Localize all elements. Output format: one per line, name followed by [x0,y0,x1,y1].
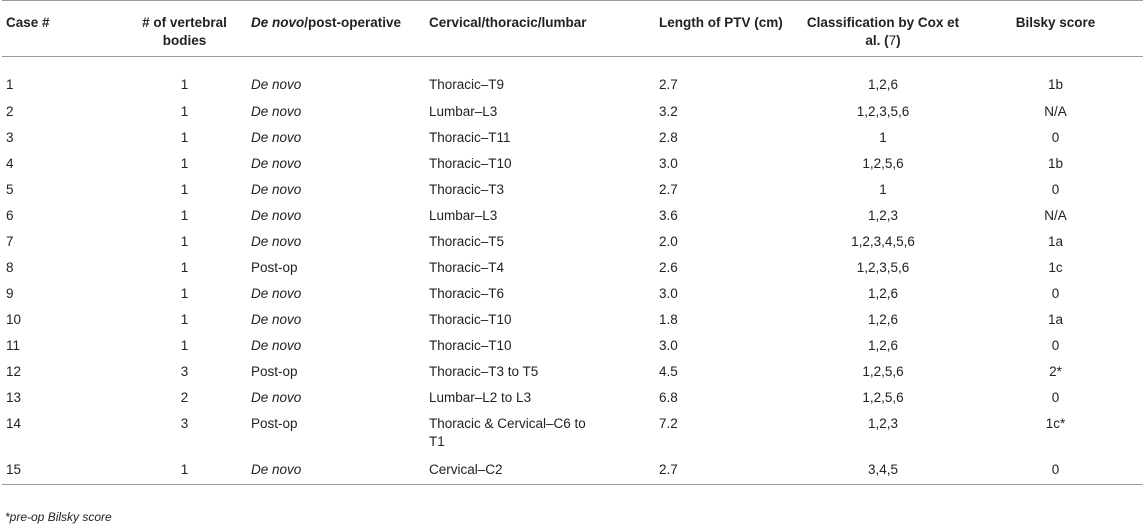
cell-type: De novo [251,389,302,405]
cell-case: 10 [6,311,22,327]
table-row [2,307,1143,333]
header-classification-suffix: ) [896,33,901,48]
cell-type: Post-op [251,415,298,431]
cell-case: 5 [6,181,14,197]
header-denovo-rest: /post-operative [304,15,402,30]
cell-classification: 1 [879,181,887,197]
cell-type: De novo [251,311,302,327]
table-row [2,151,1143,177]
cell-case: 7 [6,233,14,249]
cell-bilsky: 1a [1047,233,1064,249]
cell-location: Thoracic–T10 [429,337,512,353]
cell-bilsky: 2* [1049,363,1062,379]
table-row [2,57,1143,99]
table-row [2,359,1143,385]
cell-location: Lumbar–L3 [429,207,498,223]
cell-vertebral-bodies: 3 [180,363,189,379]
table-row [2,229,1143,255]
cell-vertebral-bodies: 1 [180,259,189,275]
cell-vertebral-bodies: 1 [180,155,189,171]
cell-case: 6 [6,207,14,223]
header-denovo-italic: De novo [251,15,305,30]
cell-bilsky: 0 [1051,389,1060,405]
cell-vertebral-bodies: 1 [180,207,189,223]
cell-ptv-length: 7.2 [659,415,678,431]
cell-ptv-length: 4.5 [659,363,678,379]
cell-classification: 1,2,3,4,5,6 [851,233,915,249]
cell-type: De novo [251,77,302,92]
cell-location: Thoracic–T6 [429,285,505,301]
header-row [2,1,1143,57]
cell-classification: 1,2,3 [867,207,899,223]
cell-location: Thoracic–T10 [429,311,512,327]
cell-case: 3 [6,129,14,145]
cell-type: De novo [251,233,302,249]
cell-ptv-length: 2.7 [659,181,678,197]
cell-type: De novo [251,337,302,353]
header-classification-ref[interactable]: 7 [888,33,897,48]
cell-ptv-length: 2.7 [659,461,678,477]
table-header [2,1,1143,57]
cell-location: Thoracic–T5 [429,233,505,249]
cell-bilsky: 1a [1047,311,1064,327]
cell-bilsky: 1b [1047,77,1064,92]
cell-bilsky: 0 [1051,337,1060,353]
cell-type: De novo [251,285,302,301]
cell-vertebral-bodies: 2 [180,389,189,405]
cell-ptv-length: 3.0 [659,155,678,171]
cell-vertebral-bodies: 1 [180,337,189,353]
footnote: *pre-op Bilsky score [5,510,112,524]
cell-location: Lumbar–L3 [429,103,498,119]
header-bilsky: Bilsky score [1015,15,1096,30]
header-denovo-postop [247,1,425,57]
cell-case: 13 [6,389,22,405]
cell-bilsky: 1b [1047,155,1064,171]
cell-location: Thoracic–T9 [429,77,505,92]
table-row [2,255,1143,281]
table-row [2,99,1143,125]
cell-type: De novo [251,461,302,477]
cell-vertebral-bodies: 1 [180,181,189,197]
cell-type: Post-op [251,363,298,379]
cell-case: 11 [6,337,21,353]
cell-vertebral-bodies: 1 [180,77,189,92]
cell-ptv-length: 2.6 [659,259,678,275]
cell-classification: 1,2,5,6 [862,389,904,405]
cell-vertebral-bodies: 1 [180,129,189,145]
cell-classification: 1,2,6 [867,337,899,353]
table-row [2,385,1143,411]
cell-classification: 1,2,6 [867,285,899,301]
header-classification-prefix: Classification by Cox et al. ( [806,15,960,48]
table-row [2,125,1143,151]
cell-bilsky: 1c* [1045,415,1066,431]
cell-location: Lumbar–L2 to L3 [429,389,532,405]
cell-vertebral-bodies: 1 [180,285,189,301]
cell-bilsky: 0 [1051,285,1060,301]
cell-type: De novo [251,103,302,119]
cell-location: Thoracic & Cervical–C6 to T1 [429,415,586,449]
cell-vertebral-bodies: 3 [180,415,189,431]
cell-bilsky: N/A [1044,103,1067,119]
header-classification [798,1,968,57]
cell-case: 4 [6,155,14,171]
cell-ptv-length: 3.2 [659,103,678,119]
cell-classification: 1,2,3,5,6 [856,259,910,275]
cell-ptv-length: 2.0 [659,233,678,249]
cell-ptv-length: 6.8 [659,389,678,405]
cell-type: De novo [251,181,302,197]
cell-location: Thoracic–T11 [429,129,511,145]
cell-bilsky: 0 [1051,129,1060,145]
cell-bilsky: 0 [1051,461,1060,477]
cell-type: De novo [251,155,302,171]
header-vertebral-bodies: # of vertebral bodies [142,15,227,48]
cell-case: 8 [6,259,14,275]
table-row [2,458,1143,485]
cell-bilsky: 1c [1048,259,1063,275]
data-table [2,0,1143,485]
cell-vertebral-bodies: 1 [180,233,189,249]
cell-location: Thoracic–T3 [429,181,505,197]
table-row [2,203,1143,229]
header-location: Cervical/thoracic/lumbar [429,15,587,30]
cell-case: 15 [6,461,22,477]
header-ptv-length: Length of PTV (cm) [659,15,783,30]
cell-location: Cervical–C2 [429,461,503,477]
cell-bilsky: N/A [1044,207,1067,223]
cell-classification: 1,2,6 [867,311,899,327]
cell-classification: 1,2,3 [867,415,899,431]
cell-type: De novo [251,207,302,223]
cell-case: 14 [6,415,22,431]
table-row [2,281,1143,307]
cell-classification: 3,4,5 [867,461,899,477]
cell-vertebral-bodies: 1 [180,461,189,477]
cell-vertebral-bodies: 1 [180,103,189,119]
cell-location: Thoracic–T10 [429,155,512,171]
cell-case: 9 [6,285,14,301]
cell-type: De novo [251,129,302,145]
table-body [2,57,1143,485]
cell-vertebral-bodies: 1 [180,311,189,327]
cell-case: 12 [6,363,22,379]
cell-type: Post-op [251,259,298,275]
cell-case: 1 [6,77,14,92]
cell-classification: 1,2,6 [867,77,899,92]
cell-ptv-length: 3.6 [659,207,678,223]
table-row [2,411,1143,458]
cell-location: Thoracic–T3 to T5 [429,363,539,379]
cell-classification: 1 [879,129,887,145]
cell-location: Thoracic–T4 [429,259,505,275]
cell-ptv-length: 2.7 [659,77,678,92]
cell-ptv-length: 2.8 [659,129,678,145]
cell-classification: 1,2,5,6 [862,363,904,379]
table-row [2,333,1143,359]
cell-case: 2 [6,103,14,119]
cell-classification: 1,2,5,6 [862,155,904,171]
header-case: Case # [6,15,50,30]
cell-ptv-length: 3.0 [659,285,678,301]
cell-ptv-length: 1.8 [659,311,678,327]
table-row [2,177,1143,203]
cell-classification: 1,2,3,5,6 [856,103,910,119]
cell-bilsky: 0 [1051,181,1060,197]
cell-ptv-length: 3.0 [659,337,678,353]
